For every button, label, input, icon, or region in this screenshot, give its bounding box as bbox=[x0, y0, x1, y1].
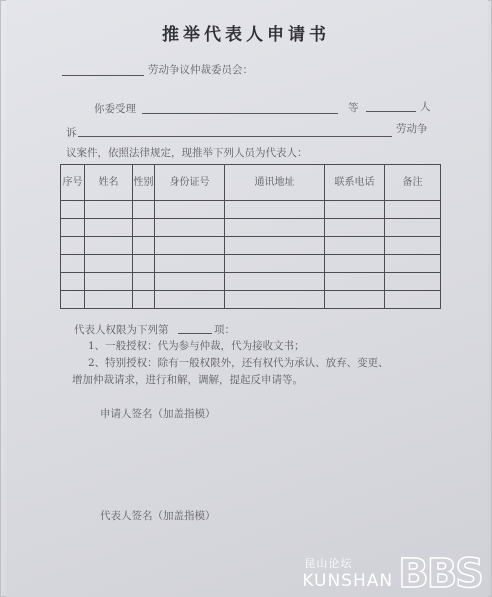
header-cell: 备注 bbox=[385, 165, 441, 201]
document-title: 推举代表人申请书 bbox=[162, 25, 330, 45]
watermark-bbs: BBS bbox=[398, 551, 482, 597]
authority-general: 1、一般授权：代为参与仲裁，代为接收文书； bbox=[88, 340, 305, 352]
blank-line-authority-item bbox=[178, 333, 212, 334]
row3-suffix: 劳动争 bbox=[396, 123, 428, 135]
header-cell: 身份证号 bbox=[155, 165, 225, 201]
blank-line-count bbox=[366, 111, 416, 112]
table-row bbox=[61, 273, 441, 291]
address-line: 劳动争议仲裁委员会： bbox=[148, 64, 253, 76]
row3-prefix: 诉 bbox=[66, 127, 77, 139]
blank-line-committee bbox=[62, 75, 144, 76]
table-row bbox=[61, 291, 441, 309]
table-row bbox=[61, 219, 441, 237]
blank-line-respondent bbox=[78, 136, 392, 137]
representative-table bbox=[60, 164, 441, 309]
authority-line1-suffix: 项： bbox=[214, 324, 235, 336]
header-cell: 姓名 bbox=[85, 165, 133, 201]
watermark-cn: 昆山论坛 bbox=[304, 557, 353, 570]
authority-line1-prefix: 代表人权限为下列第 bbox=[74, 324, 169, 336]
kunshan-bbs-watermark bbox=[302, 551, 482, 597]
blank-line-petitioner bbox=[142, 113, 338, 114]
header-cell: 通讯地址 bbox=[225, 165, 325, 201]
authority-special-cont: 增加仲裁请求，进行和解，调解，提起反申请等。 bbox=[72, 374, 303, 386]
authority-special: 2、特别授权：除有一般权限外，还有权代为承认、放弃、变更、 bbox=[88, 357, 389, 369]
header-cell: 联系电话 bbox=[325, 165, 385, 201]
table-row bbox=[61, 237, 441, 255]
petition-prefix: 你委受理 bbox=[94, 103, 136, 115]
header-cell: 序号 bbox=[61, 165, 85, 201]
representative-signature-label: 代表人签名（加盖指模） bbox=[100, 510, 216, 522]
applicant-signature-label: 申请人签名（加盖指模） bbox=[100, 408, 216, 420]
table-header-row bbox=[61, 165, 441, 201]
petition-count-prefix: 等 bbox=[348, 102, 359, 114]
watermark-en: KUNSHAN bbox=[302, 571, 394, 591]
row4-text: 议案件，依照法律规定，现推举下列人员为代表人： bbox=[66, 147, 308, 159]
petition-count-suffix: 人 bbox=[420, 101, 431, 113]
table-row bbox=[61, 201, 441, 219]
header-cell: 性别 bbox=[133, 165, 155, 201]
table-row bbox=[61, 255, 441, 273]
